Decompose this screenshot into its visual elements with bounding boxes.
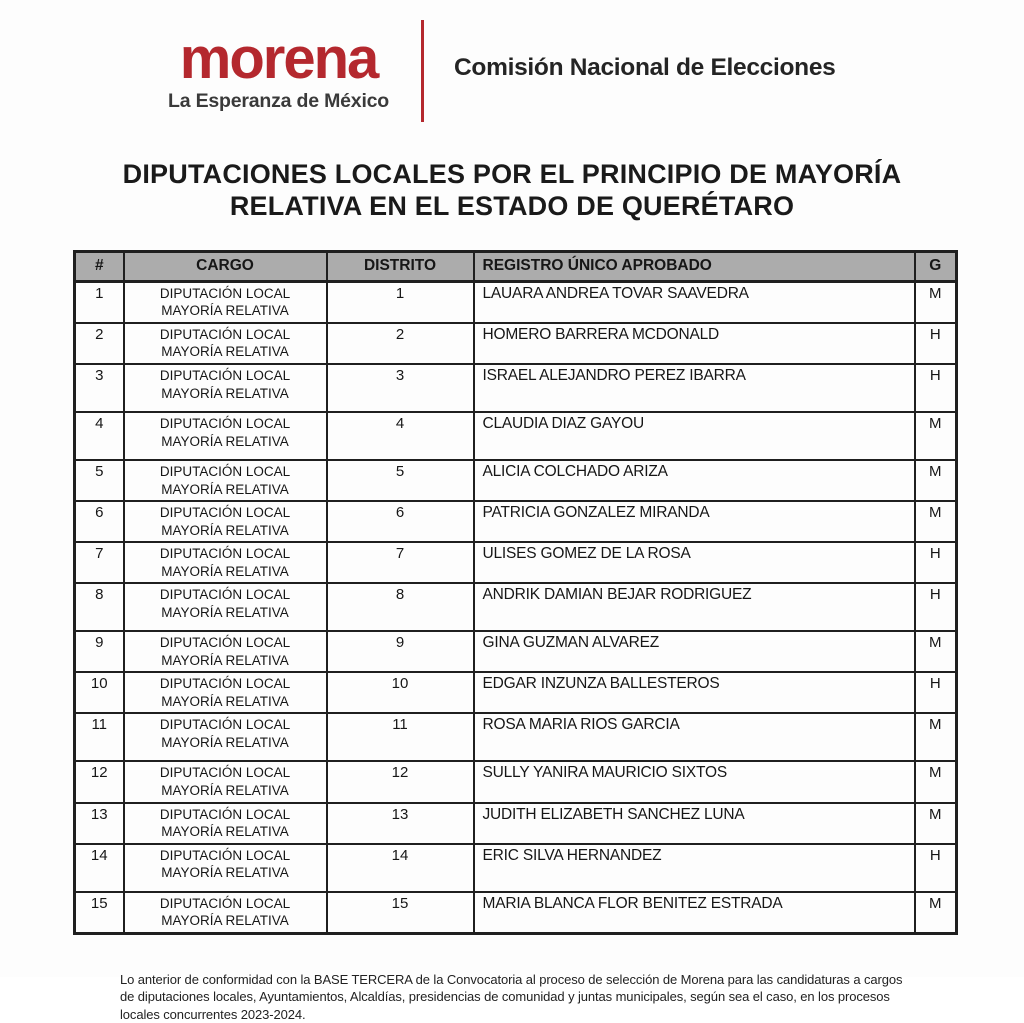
cargo-cell: DIPUTACIÓN LOCAL MAYORÍA RELATIVA [124, 364, 327, 412]
cargo-cell: DIPUTACIÓN LOCAL MAYORÍA RELATIVA [124, 761, 327, 802]
table-body [75, 281, 957, 933]
cargo-cell: DIPUTACIÓN LOCAL MAYORÍA RELATIVA [124, 713, 327, 761]
table-row [75, 761, 957, 802]
cargo-cell: DIPUTACIÓN LOCAL MAYORÍA RELATIVA [124, 281, 327, 323]
cargo-cell: DIPUTACIÓN LOCAL MAYORÍA RELATIVA [124, 803, 327, 844]
genero-cell: H [915, 583, 957, 631]
row-number-cell: 2 [75, 323, 124, 364]
distrito-cell: 12 [327, 761, 474, 802]
registro-cell: GINA GUZMAN ALVAREZ [474, 631, 915, 672]
row-number-cell: 13 [75, 803, 124, 844]
cargo-cell: DIPUTACIÓN LOCAL MAYORÍA RELATIVA [124, 892, 327, 934]
table-row [75, 803, 957, 844]
table-row [75, 323, 957, 364]
registro-cell: ERIC SILVA HERNANDEZ [474, 844, 915, 892]
registro-cell: ISRAEL ALEJANDRO PEREZ IBARRA [474, 364, 915, 412]
column-header-cargo: CARGO [124, 251, 327, 281]
cargo-cell: DIPUTACIÓN LOCAL MAYORÍA RELATIVA [124, 542, 327, 583]
registro-cell: ULISES GOMEZ DE LA ROSA [474, 542, 915, 583]
row-number-cell: 10 [75, 672, 124, 713]
registro-cell: JUDITH ELIZABETH SANCHEZ LUNA [474, 803, 915, 844]
registro-cell: MARIA BLANCA FLOR BENITEZ ESTRADA [474, 892, 915, 934]
row-number-cell: 15 [75, 892, 124, 934]
distrito-cell: 4 [327, 412, 474, 460]
registro-cell: CLAUDIA DIAZ GAYOU [474, 412, 915, 460]
column-header-distrito: DISTRITO [327, 251, 474, 281]
registro-cell: ANDRIK DAMIAN BEJAR RODRIGUEZ [474, 583, 915, 631]
table-row [75, 542, 957, 583]
genero-cell: H [915, 672, 957, 713]
table-row [75, 713, 957, 761]
cargo-cell: DIPUTACIÓN LOCAL MAYORÍA RELATIVA [124, 631, 327, 672]
genero-cell: M [915, 501, 957, 542]
column-header-number: # [75, 251, 124, 281]
footer-note: Lo anterior de conformidad con la BASE TERCERA de la Convocatoria al proceso de selección de Morena para las candidaturas a cargos de diputaciones locales, Ayuntamientos, Alcaldías, presidencias de comunidad y juntas municipales, según sea el caso, en los procesos locales concurrentes 2023-2024. [120, 971, 903, 1022]
registro-cell: ALICIA COLCHADO ARIZA [474, 460, 915, 501]
genero-cell: M [915, 803, 957, 844]
genero-cell: M [915, 631, 957, 672]
genero-cell: H [915, 542, 957, 583]
morena-wordmark: morena [179, 26, 378, 92]
registro-cell: EDGAR INZUNZA BALLESTEROS [474, 672, 915, 713]
table-row [75, 281, 957, 323]
distrito-cell: 14 [327, 844, 474, 892]
distrito-cell: 10 [327, 672, 474, 713]
row-number-cell: 9 [75, 631, 124, 672]
cargo-cell: DIPUTACIÓN LOCAL MAYORÍA RELATIVA [124, 460, 327, 501]
distrito-cell: 5 [327, 460, 474, 501]
cargo-cell: DIPUTACIÓN LOCAL MAYORÍA RELATIVA [124, 412, 327, 460]
distrito-cell: 13 [327, 803, 474, 844]
table-row [75, 583, 957, 631]
cargo-cell: DIPUTACIÓN LOCAL MAYORÍA RELATIVA [124, 501, 327, 542]
distrito-cell: 2 [327, 323, 474, 364]
header-divider [421, 20, 424, 122]
cargo-cell: DIPUTACIÓN LOCAL MAYORÍA RELATIVA [124, 323, 327, 364]
distrito-cell: 6 [327, 501, 474, 542]
distrito-cell: 8 [327, 583, 474, 631]
row-number-cell: 12 [75, 761, 124, 802]
cargo-cell: DIPUTACIÓN LOCAL MAYORÍA RELATIVA [124, 844, 327, 892]
genero-cell: M [915, 281, 957, 323]
genero-cell: M [915, 713, 957, 761]
table-row [75, 892, 957, 934]
row-number-cell: 5 [75, 460, 124, 501]
table-row [75, 672, 957, 713]
registro-cell: LAUARA ANDREA TOVAR SAAVEDRA [474, 281, 915, 323]
row-number-cell: 8 [75, 583, 124, 631]
row-number-cell: 1 [75, 281, 124, 323]
table-row [75, 631, 957, 672]
genero-cell: H [915, 364, 957, 412]
morena-logo [168, 26, 390, 113]
genero-cell: M [915, 460, 957, 501]
row-number-cell: 3 [75, 364, 124, 412]
distrito-cell: 15 [327, 892, 474, 934]
distrito-cell: 11 [327, 713, 474, 761]
cargo-cell: DIPUTACIÓN LOCAL MAYORÍA RELATIVA [124, 583, 327, 631]
genero-cell: M [915, 761, 957, 802]
document-header [0, 0, 1024, 128]
registro-cell: PATRICIA GONZALEZ MIRANDA [474, 501, 915, 542]
distrito-cell: 7 [327, 542, 474, 583]
distrito-cell: 9 [327, 631, 474, 672]
table-row [75, 460, 957, 501]
morena-tagline: La Esperanza de México [168, 90, 390, 113]
distrito-cell: 3 [327, 364, 474, 412]
row-number-cell: 11 [75, 713, 124, 761]
page-title [0, 158, 1024, 223]
table-header-row [75, 251, 957, 281]
genero-cell: M [915, 412, 957, 460]
org-name: Comisión Nacional de Elecciones [454, 54, 836, 81]
distrito-cell: 1 [327, 281, 474, 323]
registro-cell: HOMERO BARRERA MCDONALD [474, 323, 915, 364]
genero-cell: M [915, 892, 957, 934]
page-title-line1: DIPUTACIONES LOCALES POR EL PRINCIPIO DE MAYORÍA [122, 159, 902, 189]
genero-cell: H [915, 323, 957, 364]
row-number-cell: 4 [75, 412, 124, 460]
page-title-line2: RELATIVA EN EL ESTADO DE QUERÉTARO [229, 191, 795, 222]
table-row [75, 364, 957, 412]
row-number-cell: 7 [75, 542, 124, 583]
cargo-cell: DIPUTACIÓN LOCAL MAYORÍA RELATIVA [124, 672, 327, 713]
table-row [75, 844, 957, 892]
table-row [75, 412, 957, 460]
candidates-table [73, 250, 958, 935]
genero-cell: H [915, 844, 957, 892]
row-number-cell: 6 [75, 501, 124, 542]
registro-cell: ROSA MARIA RIOS GARCIA [474, 713, 915, 761]
table-row [75, 501, 957, 542]
column-header-genero: G [915, 251, 957, 281]
row-number-cell: 14 [75, 844, 124, 892]
column-header-registro: REGISTRO ÚNICO APROBADO [474, 251, 915, 281]
registro-cell: SULLY YANIRA MAURICIO SIXTOS [474, 761, 915, 802]
